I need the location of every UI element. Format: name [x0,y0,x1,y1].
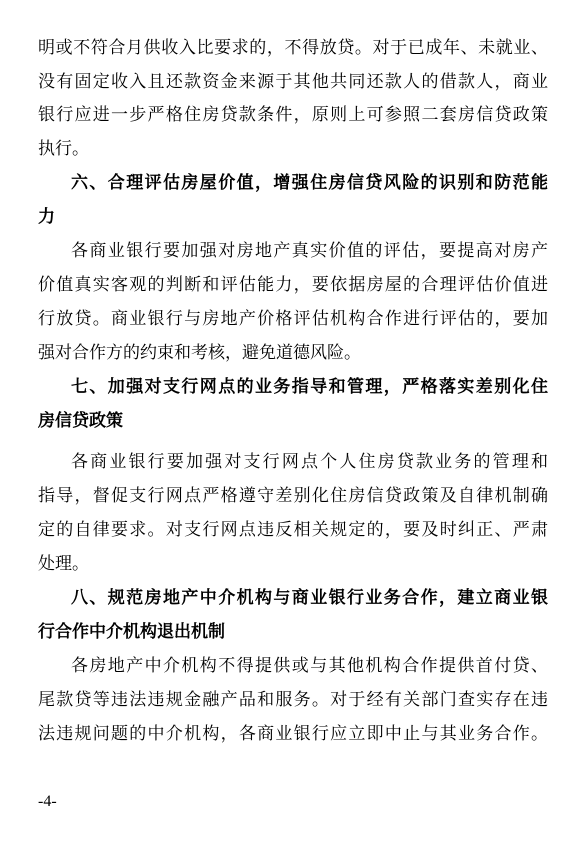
body-text-line: 各商业银行要加强对支行网点个人住房贷款业务的管理和 [71,452,548,472]
body-text-line: 行放贷。商业银行与房地产价格评估机构合作进行评估的，要加 [38,309,548,329]
section-heading-line: 房信贷政策 [38,411,123,431]
body-text-line: 明或不符合月供收入比要求的，不得放贷。对于已成年、未就业、 [38,38,548,58]
body-text-line: 尾款贷等违法违规金融产品和服务。对于经有关部门查实存在违 [38,690,548,710]
section-heading-line: 力 [38,207,55,227]
section-heading-line: 八、规范房地产中介机构与商业银行业务合作，建立商业银 [71,588,548,608]
body-text-line: 价值真实客观的判断和评估能力，要依据房屋的合理评估价值进 [38,275,548,295]
body-text-line: 执行。 [38,139,89,159]
body-text-line: 各商业银行要加强对房地产真实价值的评估，要提高对房产 [71,241,548,261]
page-number: -4- [38,793,57,810]
body-text-line: 各房地产中介机构不得提供或与其他机构合作提供首付贷、 [71,656,548,676]
body-text-line: 银行应进一步严格住房贷款条件，原则上可参照二套房信贷政策 [38,105,548,125]
body-text-line: 指导，督促支行网点严格遵守差别化住房信贷政策及自律机制确 [38,486,548,506]
section-heading-line: 六、合理评估房屋价值，增强住房信贷风险的识别和防范能 [71,173,548,193]
body-text-line: 没有固定收入且还款资金来源于其他共同还款人的借款人，商业 [38,72,548,92]
body-text-line: 法违规问题的中介机构，各商业银行应立即中止与其业务合作。 [38,724,548,744]
body-text-line: 强对合作方的约束和考核，避免道德风险。 [38,343,361,363]
body-text-line: 定的自律要求。对支行网点违反相关规定的，要及时纠正、严肃 [38,520,548,540]
body-text-line: 处理。 [38,554,89,574]
section-heading-line: 七、加强对支行网点的业务指导和管理，严格落实差别化住 [71,377,548,397]
section-heading-line: 行合作中介机构退出机制 [38,622,225,642]
